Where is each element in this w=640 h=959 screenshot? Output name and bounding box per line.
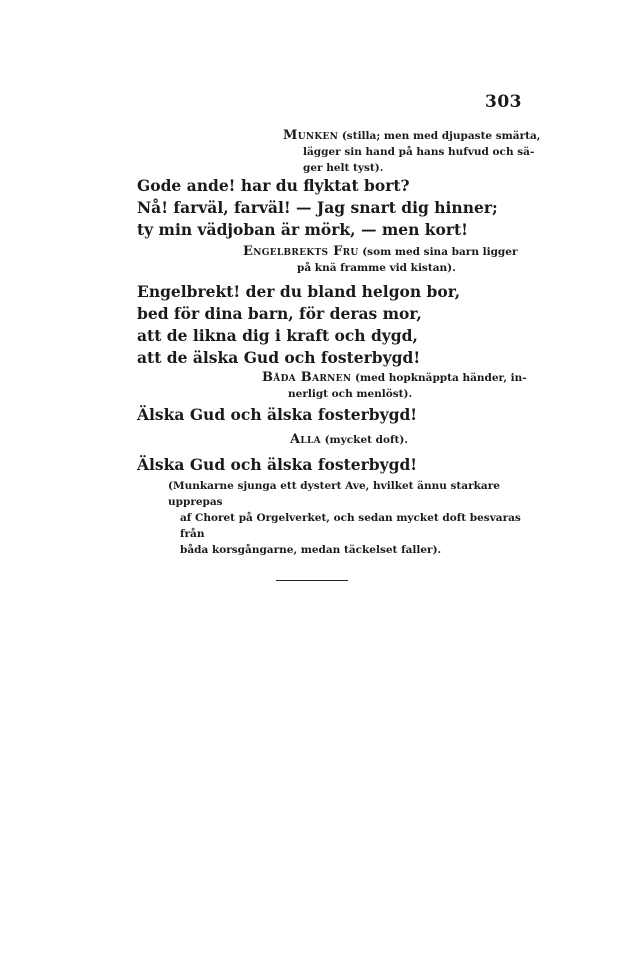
- verse-line: bed för dina barn, för deras mor,: [137, 304, 422, 323]
- stage-direction-cont: på knä framme vid kistan).: [297, 262, 456, 274]
- stage-direction-cont: lägger sin hand på hans hufvud och sä-: [303, 146, 535, 158]
- stage-direction-cont: nerligt och menlöst).: [288, 388, 413, 400]
- verse-line: Nå! farväl, farväl! — Jag snart dig hinner;: [137, 198, 498, 217]
- stage-direction-line: (Munkarne sjunga ett dystert Ave, hvilket ännu starkare upprepas: [168, 480, 500, 508]
- verse-line: Älska Gud och älska fosterbygd!: [137, 405, 418, 424]
- stage-direction-cont: ger helt tyst).: [303, 162, 384, 174]
- page-number: 303: [485, 92, 522, 112]
- verse-line: att de älska Gud och fosterbygd!: [137, 348, 421, 367]
- speaker-name-fru: Engelbrekts Fru: [243, 244, 359, 259]
- speaker-name-munken: Munken: [283, 128, 339, 143]
- stage-direction: (mycket doft).: [324, 434, 408, 446]
- stage-direction-line: af Choret på Orgelverket, och sedan mycket doft besvaras från: [180, 512, 521, 540]
- stage-direction-line: båda korsgångarne, medan täckelset faller).: [180, 544, 442, 556]
- speaker-block-barnen: [262, 370, 552, 402]
- verse-line: ty min vädjoban är mörk, — men kort!: [137, 220, 468, 239]
- verse-line: att de likna dig i kraft och dygd,: [137, 326, 418, 345]
- verse-line: Engelbrekt! der du bland helgon bor,: [137, 282, 461, 301]
- speaker-block-munken: [283, 128, 553, 176]
- end-rule: [276, 580, 348, 581]
- speaker-name-barnen: Båda Barnen: [262, 370, 352, 385]
- stage-direction: (stilla; men med djupaste smärta,: [341, 130, 541, 142]
- speaker-block-alla: [290, 432, 490, 448]
- closing-stage-direction: [168, 478, 548, 558]
- verse-line: Gode ande! har du flyktat bort?: [137, 176, 410, 195]
- speaker-block-fru: [243, 244, 553, 276]
- stage-direction: (med hopknäppta händer, in-: [355, 372, 527, 384]
- speaker-name-alla: Alla: [290, 432, 321, 447]
- verse-line: Älska Gud och älska fosterbygd!: [137, 455, 418, 474]
- stage-direction: (som med sina barn ligger: [362, 246, 518, 258]
